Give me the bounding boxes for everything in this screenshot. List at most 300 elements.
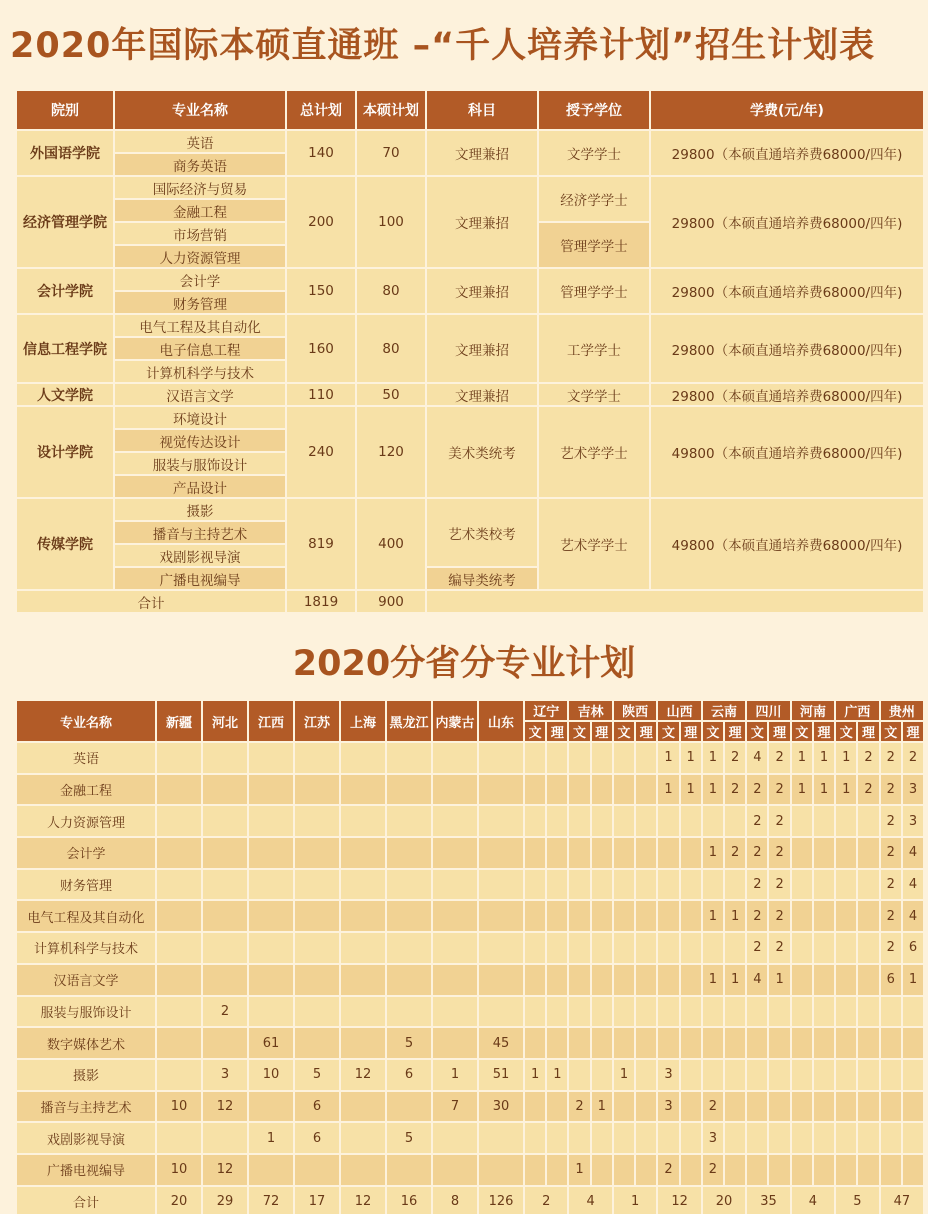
plan-header-cell: 专业名称: [114, 90, 286, 130]
quota-cell: [835, 1059, 857, 1091]
quota-cell: [680, 869, 702, 901]
quota-cell: [202, 837, 248, 869]
major-cell: 财务管理: [16, 869, 156, 901]
quota-cell: [613, 805, 635, 837]
quota-cell: [386, 900, 432, 932]
quota-cell: 1: [702, 964, 724, 996]
quota-cell: [340, 742, 386, 774]
quota-cell: [835, 964, 857, 996]
quota-cell: [635, 742, 657, 774]
quota-cell: [835, 932, 857, 964]
quota-cell: [386, 742, 432, 774]
quota-cell: 61: [248, 1027, 294, 1059]
quota-cell: 1: [791, 742, 813, 774]
quota-cell: 1: [680, 742, 702, 774]
quota-cell: [248, 900, 294, 932]
master-plan-cell: 80: [356, 314, 426, 383]
department-cell: 传媒学院: [16, 498, 114, 590]
quota-cell: [478, 900, 524, 932]
quota-cell: [724, 932, 746, 964]
quota-cell: [478, 996, 524, 1028]
province-total-cell: 47: [880, 1186, 924, 1214]
province-header-cell: 辽宁: [524, 700, 568, 721]
quota-cell: [478, 805, 524, 837]
province-total-cell: 20: [156, 1186, 202, 1214]
quota-cell: [156, 1059, 202, 1091]
degree-cell: 经济学学士: [538, 176, 650, 222]
quota-cell: [546, 742, 568, 774]
quota-cell: [791, 996, 813, 1028]
quota-cell: 2: [202, 996, 248, 1028]
master-plan-cell: 120: [356, 406, 426, 498]
major-cell: 戏剧影视导演: [16, 1122, 156, 1154]
quota-cell: [791, 805, 813, 837]
quota-cell: [857, 805, 879, 837]
quota-cell: [613, 869, 635, 901]
department-cell: 信息工程学院: [16, 314, 114, 383]
quota-cell: [635, 932, 657, 964]
quota-cell: [568, 964, 590, 996]
quota-cell: [568, 742, 590, 774]
quota-cell: [386, 964, 432, 996]
quota-cell: [248, 1154, 294, 1186]
quota-cell: 3: [657, 1059, 679, 1091]
total-plan-cell: 819: [286, 498, 356, 590]
quota-cell: [386, 837, 432, 869]
quota-cell: [294, 805, 340, 837]
quota-cell: [294, 869, 340, 901]
total-plan-cell: 240: [286, 406, 356, 498]
province-total-cell: 1: [613, 1186, 657, 1214]
total-plan-cell: 200: [286, 176, 356, 268]
subject-cell: 编导类统考: [426, 567, 538, 590]
quota-cell: 5: [386, 1027, 432, 1059]
quota-cell: [791, 837, 813, 869]
quota-cell: [432, 1122, 478, 1154]
quota-cell: [857, 1059, 879, 1091]
quota-cell: 6: [294, 1122, 340, 1154]
quota-cell: [635, 869, 657, 901]
quota-cell: [568, 1027, 590, 1059]
quota-cell: [724, 1059, 746, 1091]
quota-cell: 3: [202, 1059, 248, 1091]
major-cell: 摄影: [114, 498, 286, 521]
plan-header-cell: 授予学位: [538, 90, 650, 130]
quota-cell: 6: [386, 1059, 432, 1091]
quota-cell: [724, 1154, 746, 1186]
science-header-cell: 理: [680, 721, 702, 742]
quota-cell: [635, 996, 657, 1028]
plan-header-cell: 总计划: [286, 90, 356, 130]
quota-cell: [340, 774, 386, 806]
major-header-cell: 专业名称: [16, 700, 156, 742]
quota-cell: 2: [746, 869, 768, 901]
province-header-cell: 黑龙江: [386, 700, 432, 742]
quota-cell: [902, 1154, 924, 1186]
quota-cell: [432, 900, 478, 932]
science-header-cell: 理: [724, 721, 746, 742]
province-header-cell: 山西: [657, 700, 701, 721]
quota-cell: 12: [340, 1059, 386, 1091]
quota-cell: [591, 805, 613, 837]
quota-cell: 1: [835, 774, 857, 806]
quota-cell: 2: [880, 805, 902, 837]
quota-cell: [880, 996, 902, 1028]
quota-cell: [680, 1091, 702, 1123]
total-sum-cell: 1819: [286, 590, 356, 613]
quota-cell: [724, 1027, 746, 1059]
province-total-row: [16, 1186, 924, 1214]
quota-cell: [294, 837, 340, 869]
quota-cell: [156, 1027, 202, 1059]
province-header-cell: 河南: [791, 700, 835, 721]
quota-cell: [294, 996, 340, 1028]
major-cell: 商务英语: [114, 153, 286, 176]
subject-cell: 文理兼招: [426, 383, 538, 406]
master-plan-cell: 400: [356, 498, 426, 590]
quota-cell: 1: [702, 774, 724, 806]
quota-cell: [702, 932, 724, 964]
quota-cell: 1: [568, 1154, 590, 1186]
quota-cell: [524, 1154, 546, 1186]
quota-cell: [857, 996, 879, 1028]
quota-cell: [524, 837, 546, 869]
major-cell: 服装与服饰设计: [16, 996, 156, 1028]
province-total-cell: 35: [746, 1186, 790, 1214]
province-plan-row: [16, 1059, 924, 1091]
quota-cell: [524, 932, 546, 964]
quota-cell: 5: [386, 1122, 432, 1154]
quota-cell: [635, 1091, 657, 1123]
quota-cell: 6: [880, 964, 902, 996]
plan-table-title: 2020年国际本硕直通班 –“千人培养计划”招生计划表: [10, 26, 876, 66]
quota-cell: [202, 742, 248, 774]
quota-cell: 2: [880, 900, 902, 932]
quota-cell: [386, 805, 432, 837]
major-cell: 广播电视编导: [114, 567, 286, 590]
province-plan-row: [16, 1027, 924, 1059]
province-plan-row: [16, 774, 924, 806]
quota-cell: 1: [702, 742, 724, 774]
province-total-cell: 29: [202, 1186, 248, 1214]
quota-cell: [386, 869, 432, 901]
quota-cell: [791, 1122, 813, 1154]
quota-cell: [680, 932, 702, 964]
subject-cell: 艺术类校考: [426, 498, 538, 567]
quota-cell: [546, 774, 568, 806]
quota-cell: [591, 996, 613, 1028]
liberal-arts-header-cell: 文: [835, 721, 857, 742]
quota-cell: [524, 964, 546, 996]
quota-cell: [432, 932, 478, 964]
quota-cell: [340, 805, 386, 837]
quota-cell: [478, 742, 524, 774]
quota-cell: 6: [902, 932, 924, 964]
quota-cell: [680, 1154, 702, 1186]
province-plan-title: 2020分省分专业计划: [292, 644, 636, 684]
major-cell: 播音与主持艺术: [16, 1091, 156, 1123]
major-cell: 英语: [114, 130, 286, 153]
quota-cell: [657, 932, 679, 964]
quota-cell: [202, 1027, 248, 1059]
quota-cell: [835, 1154, 857, 1186]
quota-cell: [156, 1122, 202, 1154]
quota-cell: [657, 837, 679, 869]
plan-row: [16, 130, 924, 153]
major-cell: 电气工程及其自动化: [114, 314, 286, 337]
quota-cell: [478, 837, 524, 869]
quota-cell: [813, 1122, 835, 1154]
total-blank-cell: [426, 590, 924, 613]
liberal-arts-header-cell: 文: [613, 721, 635, 742]
province-plan-row: [16, 996, 924, 1028]
quota-cell: [546, 964, 568, 996]
quota-cell: [657, 805, 679, 837]
quota-cell: 1: [902, 964, 924, 996]
quota-cell: [768, 1027, 790, 1059]
major-cell: 英语: [16, 742, 156, 774]
quota-cell: [591, 1059, 613, 1091]
quota-cell: [248, 932, 294, 964]
quota-cell: [857, 1154, 879, 1186]
quota-cell: [813, 1091, 835, 1123]
subject-cell: 文理兼招: [426, 130, 538, 176]
quota-cell: 2: [746, 805, 768, 837]
quota-cell: [478, 1122, 524, 1154]
quota-cell: 2: [857, 742, 879, 774]
quota-cell: [724, 1091, 746, 1123]
province-plan-row: [16, 964, 924, 996]
major-cell: 计算机科学与技术: [114, 360, 286, 383]
province-header-cell: 四川: [746, 700, 790, 721]
quota-cell: [248, 805, 294, 837]
quota-cell: [568, 837, 590, 869]
liberal-arts-header-cell: 文: [657, 721, 679, 742]
quota-cell: [340, 837, 386, 869]
quota-cell: 1: [813, 742, 835, 774]
quota-cell: [835, 1091, 857, 1123]
quota-cell: [768, 1122, 790, 1154]
quota-cell: [156, 869, 202, 901]
quota-cell: 2: [857, 774, 879, 806]
quota-cell: 1: [768, 964, 790, 996]
quota-cell: [746, 1059, 768, 1091]
liberal-arts-header-cell: 文: [524, 721, 546, 742]
quota-cell: 1: [680, 774, 702, 806]
quota-cell: [835, 805, 857, 837]
province-total-cell: 12: [340, 1186, 386, 1214]
quota-cell: [294, 900, 340, 932]
quota-cell: 1: [248, 1122, 294, 1154]
plan-header-cell: 本硕计划: [356, 90, 426, 130]
tuition-cell: 49800（本硕直通培养费68000/四年): [650, 498, 924, 590]
quota-cell: [791, 932, 813, 964]
major-cell: 服装与服饰设计: [114, 452, 286, 475]
quota-cell: 2: [746, 837, 768, 869]
master-plan-cell: 100: [356, 176, 426, 268]
plan-row: [16, 406, 924, 429]
quota-cell: [386, 774, 432, 806]
quota-cell: [591, 1122, 613, 1154]
quota-cell: [813, 964, 835, 996]
quota-cell: [813, 1027, 835, 1059]
quota-cell: [857, 964, 879, 996]
major-cell: 金融工程: [114, 199, 286, 222]
province-total-cell: 2: [524, 1186, 568, 1214]
quota-cell: [857, 900, 879, 932]
province-total-cell: 17: [294, 1186, 340, 1214]
quota-cell: [340, 1091, 386, 1123]
quota-cell: [248, 742, 294, 774]
major-cell: 播音与主持艺术: [114, 521, 286, 544]
quota-cell: [613, 964, 635, 996]
major-cell: 会计学: [16, 837, 156, 869]
major-cell: 财务管理: [114, 291, 286, 314]
quota-cell: 2: [768, 774, 790, 806]
quota-cell: [591, 1027, 613, 1059]
quota-cell: [613, 1091, 635, 1123]
quota-cell: [902, 996, 924, 1028]
quota-cell: [591, 1154, 613, 1186]
quota-cell: [546, 1122, 568, 1154]
quota-cell: 4: [746, 742, 768, 774]
quota-cell: [340, 1122, 386, 1154]
quota-cell: [202, 869, 248, 901]
quota-cell: [248, 1091, 294, 1123]
quota-cell: [248, 837, 294, 869]
province-total-cell: 8: [432, 1186, 478, 1214]
province-header-cell: 吉林: [568, 700, 612, 721]
quota-cell: 2: [702, 1091, 724, 1123]
quota-cell: 1: [657, 774, 679, 806]
quota-cell: [835, 869, 857, 901]
tuition-cell: 29800（本硕直通培养费68000/四年): [650, 314, 924, 383]
quota-cell: 30: [478, 1091, 524, 1123]
quota-cell: [546, 1154, 568, 1186]
province-plan-row: [16, 869, 924, 901]
quota-cell: [591, 932, 613, 964]
quota-cell: [724, 1122, 746, 1154]
quota-cell: [478, 932, 524, 964]
quota-cell: [524, 1091, 546, 1123]
liberal-arts-header-cell: 文: [568, 721, 590, 742]
quota-cell: [386, 996, 432, 1028]
quota-cell: [702, 869, 724, 901]
quota-cell: [478, 964, 524, 996]
quota-cell: 1: [835, 742, 857, 774]
quota-cell: [813, 1154, 835, 1186]
quota-cell: [857, 1027, 879, 1059]
quota-cell: [156, 742, 202, 774]
quota-cell: [478, 869, 524, 901]
quota-cell: [202, 805, 248, 837]
major-cell: 汉语言文学: [114, 383, 286, 406]
quota-cell: [768, 1091, 790, 1123]
province-total-cell: 12: [657, 1186, 701, 1214]
quota-cell: [524, 774, 546, 806]
province-plan-row: [16, 837, 924, 869]
degree-cell: 工学学士: [538, 314, 650, 383]
subject-cell: 文理兼招: [426, 268, 538, 314]
quota-cell: [813, 837, 835, 869]
degree-cell: 艺术学学士: [538, 498, 650, 590]
department-cell: 设计学院: [16, 406, 114, 498]
quota-cell: 2: [568, 1091, 590, 1123]
province-total-cell: 5: [835, 1186, 879, 1214]
quota-cell: [880, 1027, 902, 1059]
quota-cell: [746, 1122, 768, 1154]
quota-cell: 2: [768, 805, 790, 837]
quota-cell: 2: [768, 932, 790, 964]
quota-cell: [432, 805, 478, 837]
quota-cell: [635, 805, 657, 837]
quota-cell: [635, 774, 657, 806]
quota-cell: [857, 1122, 879, 1154]
tuition-cell: 29800（本硕直通培养费68000/四年): [650, 268, 924, 314]
quota-cell: [568, 774, 590, 806]
province-header-cell: 山东: [478, 700, 524, 742]
tuition-cell: 29800（本硕直通培养费68000/四年): [650, 130, 924, 176]
major-cell: 市场营销: [114, 222, 286, 245]
quota-cell: 5: [294, 1059, 340, 1091]
quota-cell: [202, 932, 248, 964]
plan-header-cell: 学费(元/年): [650, 90, 924, 130]
major-cell: 汉语言文学: [16, 964, 156, 996]
department-cell: 经济管理学院: [16, 176, 114, 268]
major-cell: 人力资源管理: [114, 245, 286, 268]
quota-cell: 2: [746, 774, 768, 806]
province-total-cell: 4: [568, 1186, 612, 1214]
master-plan-cell: 80: [356, 268, 426, 314]
quota-cell: 2: [657, 1154, 679, 1186]
province-plan-row: [16, 805, 924, 837]
subject-cell: 文理兼招: [426, 176, 538, 268]
province-total-cell: 72: [248, 1186, 294, 1214]
province-header-cell: 江苏: [294, 700, 340, 742]
quota-cell: 1: [724, 964, 746, 996]
quota-cell: [591, 869, 613, 901]
plan-header-cell: 科目: [426, 90, 538, 130]
degree-cell: 艺术学学士: [538, 406, 650, 498]
quota-cell: [568, 869, 590, 901]
major-cell: 计算机科学与技术: [16, 932, 156, 964]
tuition-cell: 29800（本硕直通培养费68000/四年): [650, 176, 924, 268]
quota-cell: [546, 932, 568, 964]
total-plan-cell: 140: [286, 130, 356, 176]
quota-cell: 4: [746, 964, 768, 996]
quota-cell: [248, 964, 294, 996]
total-label-cell: 合计: [16, 1186, 156, 1214]
province-plan-row: [16, 1154, 924, 1186]
quota-cell: 3: [657, 1091, 679, 1123]
quota-cell: [613, 774, 635, 806]
province-header-cell: 贵州: [880, 700, 924, 721]
quota-cell: [791, 1027, 813, 1059]
plan-row: [16, 314, 924, 337]
quota-cell: [657, 869, 679, 901]
quota-cell: [156, 900, 202, 932]
quota-cell: 2: [768, 869, 790, 901]
province-total-cell: 126: [478, 1186, 524, 1214]
quota-cell: [524, 1122, 546, 1154]
quota-cell: [202, 1122, 248, 1154]
quota-cell: [880, 1154, 902, 1186]
total-label-cell: 合计: [16, 590, 286, 613]
quota-cell: [294, 932, 340, 964]
quota-cell: 7: [432, 1091, 478, 1123]
total-master-cell: 900: [356, 590, 426, 613]
quota-cell: [340, 1027, 386, 1059]
